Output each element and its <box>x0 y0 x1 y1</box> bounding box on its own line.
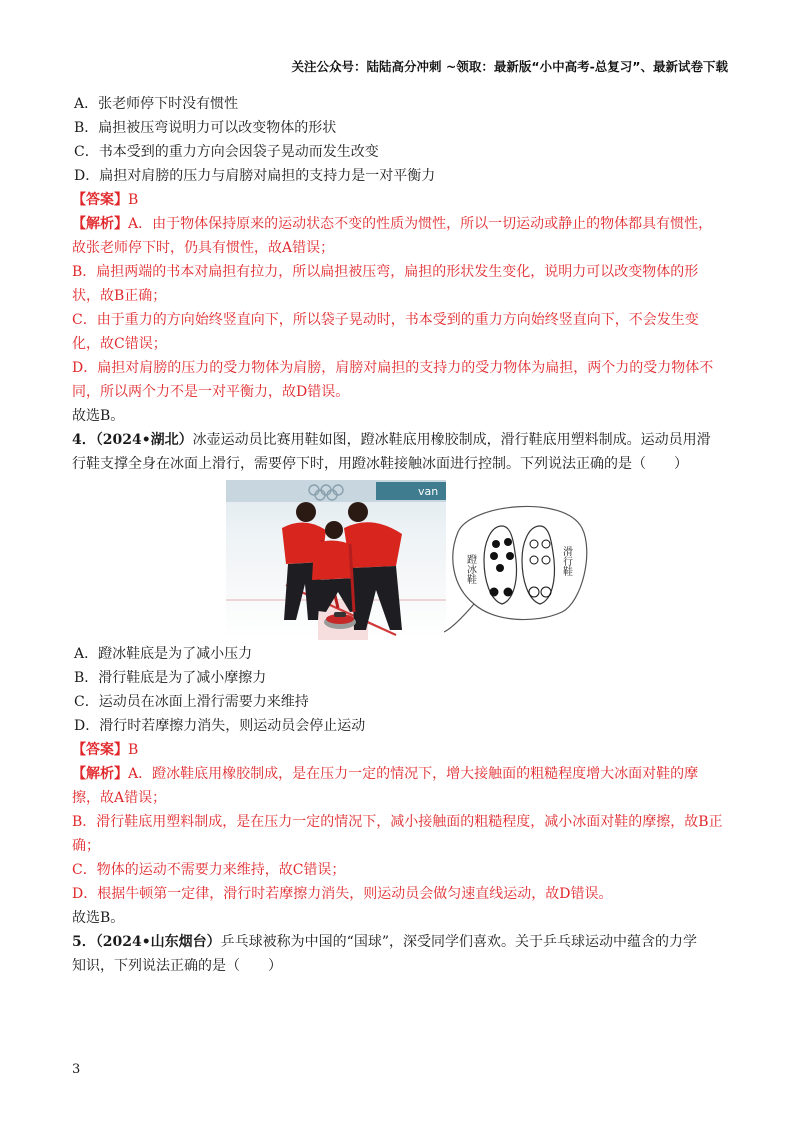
q5-stem-line <box>72 930 732 954</box>
q4-option-c: C．运动员在冰面上滑行需要力来维持 <box>74 694 309 710</box>
q4-stem-line <box>72 428 732 452</box>
q3-option-c: C．书本受到的重力方向会因袋子晃动而发生改变 <box>74 144 379 160</box>
q3-analysis-line: 故张老师停下时，仍具有惯性，故A错误； <box>72 240 335 256</box>
q4-analysis-label: 【解析】 <box>72 766 128 782</box>
page-number: 3 <box>72 1062 81 1077</box>
q4-figure <box>226 480 738 642</box>
athlete-right <box>344 502 402 630</box>
q3-analysis-line <box>72 212 732 236</box>
page-content <box>72 92 732 978</box>
q4-analysis-text: A．蹬冰鞋底用橡胶制成，是在压力一定的情况下，增大接触面的粗糙程度增大冰面对鞋的摩 <box>128 766 699 782</box>
q4-analysis-line: B．滑行鞋底用塑料制成，是在压力一定的情况下，减小接触面的粗糙程度，减小冰面对鞋的摩擦，故B正 <box>72 814 723 830</box>
q3-analysis-label: 【解析】 <box>72 216 128 232</box>
q3-analysis-line: 化，故C错误； <box>72 336 167 352</box>
shoe-sole-diagram <box>444 496 594 638</box>
q4-analysis-line: 擦，故A错误； <box>72 790 167 806</box>
skid-shoe-label: 蹬冰鞋 <box>464 554 476 584</box>
q3-answer <box>72 188 732 212</box>
q4-analysis-line <box>72 762 732 786</box>
q3-conclusion: 故选B。 <box>72 408 125 424</box>
q3-option-d: D．扁担对肩膀的压力与肩膀对扁担的支持力是一对平衡力 <box>74 168 436 184</box>
q5-stem-text: 乒乓球被称为中国的“国球”，深受同学们喜欢。关于乒乓球运动中蕴含的力学 <box>220 934 697 950</box>
q4-stem-text: 冰壶运动员比赛用鞋如图，蹬冰鞋底用橡胶制成，滑行鞋底用塑料制成。运动员用滑 <box>192 432 711 448</box>
q4-conclusion: 故选B。 <box>72 910 125 926</box>
q3-analysis-line: 同，所以两个力不是一对平衡力，故D错误。 <box>72 384 350 400</box>
q3-option-a: A．张老师停下时没有惯性 <box>74 96 239 112</box>
q3-analysis-line: 状，故B正确； <box>72 288 167 304</box>
q4-number: 4． <box>72 432 96 448</box>
q3-analysis-text: A．由于物体保持原来的运动状态不变的性质为惯性，所以一切运动或静止的物体都具有惯性， <box>128 216 713 232</box>
curling-photo-drawing <box>226 480 446 640</box>
q4-answer <box>72 738 732 762</box>
q4-analysis-line: D．根据牛顿第一定律，滑行时若摩擦力消失，则运动员会做匀速直线运动，故D错误。 <box>72 886 613 902</box>
q4-option-a: A．蹬冰鞋底是为了减小压力 <box>74 646 253 662</box>
q5-stem-line: 知识，下列说法正确的是（ ） <box>72 958 282 974</box>
q4-answer-label: 【答案】 <box>72 742 128 758</box>
q3-analysis-line: C．由于重力的方向始终竖直向下，所以袋子晃动时，书本受到的重力方向始终竖直向下，不会发生变 <box>72 312 699 328</box>
page-header: 关注公众号：陆陆高分冲刺 ~领取：最新版“小中高考-总复习”、最新试卷下载 <box>291 59 728 74</box>
q3-analysis-line: D．扁担对肩膀的压力的受力物体为肩膀，肩膀对扁担的支持力的受力物体为扁担，两个力的受力物体不 <box>72 360 714 376</box>
q3-answer-label: 【答案】 <box>72 192 128 208</box>
q3-analysis-line: B．扁担两端的书本对扁担有拉力，所以扁担被压弯，扁担的形状发生变化，说明力可以改变物体的形 <box>72 264 699 280</box>
q4-analysis-line: C．物体的运动不需要力来维持，故C错误； <box>72 862 346 878</box>
banner-text: van <box>418 485 439 498</box>
curling-photo <box>226 480 446 640</box>
q5-source-tag: （2024•山东烟台） <box>95 934 221 950</box>
q4-option-d: D．滑行时若摩擦力消失，则运动员会停止运动 <box>74 718 366 734</box>
q3-answer-value: B <box>128 192 139 208</box>
q4-analysis-line: 确； <box>72 838 100 854</box>
shoe-sole-drawing <box>444 496 594 638</box>
q3-option-b: B．扁担被压弯说明力可以改变物体的形状 <box>74 120 337 136</box>
q4-stem-line: 行鞋支撑全身在冰面上滑行，需要停下时，用蹬冰鞋接触冰面进行控制。下列说法正确的是（ ） <box>72 456 688 472</box>
slide-shoe-label: 滑行鞋 <box>560 546 572 576</box>
q5-number: 5． <box>72 934 96 950</box>
q4-source-tag: （2024•湖北） <box>95 432 193 448</box>
q4-answer-value: B <box>128 742 139 758</box>
q4-option-b: B．滑行鞋底是为了减小摩擦力 <box>74 670 267 686</box>
